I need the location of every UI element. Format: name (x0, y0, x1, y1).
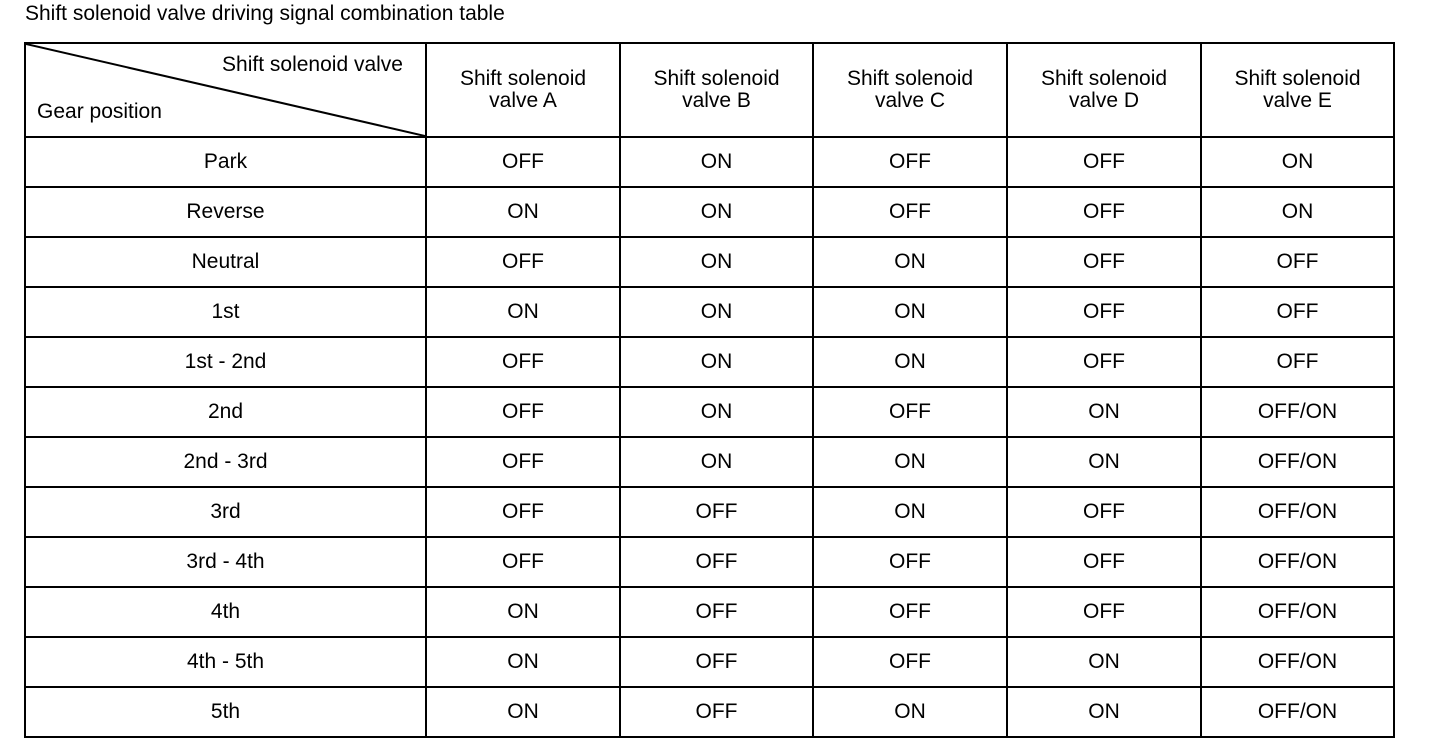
valve-state-cell: ON (426, 587, 620, 637)
valve-state-cell: OFF (426, 387, 620, 437)
gear-position-cell: 2nd - 3rd (25, 437, 426, 487)
valve-state-cell: ON (620, 387, 813, 437)
valve-state-cell: OFF (813, 587, 1007, 637)
table-row (25, 237, 1394, 287)
valve-state-cell: OFF (620, 687, 813, 737)
valve-state-cell: OFF/ON (1201, 587, 1394, 637)
valve-state-cell: OFF/ON (1201, 437, 1394, 487)
valve-state-cell: OFF (1201, 337, 1394, 387)
column-header-line1: Shift solenoid (846, 67, 974, 90)
valve-state-cell: OFF (813, 187, 1007, 237)
gear-position-cell: 1st (25, 287, 426, 337)
valve-state-cell: OFF/ON (1201, 537, 1394, 587)
valve-state-cell: OFF (1201, 237, 1394, 287)
valve-state-cell: ON (813, 287, 1007, 337)
valve-state-cell: OFF (426, 537, 620, 587)
table-row (25, 387, 1394, 437)
valve-state-cell: ON (813, 687, 1007, 737)
column-axis-label: Shift solenoid valve (222, 53, 403, 76)
valve-state-cell: OFF (1201, 287, 1394, 337)
valve-state-cell: OFF (426, 337, 620, 387)
column-header-valve-a (426, 43, 620, 137)
gear-position-cell: 5th (25, 687, 426, 737)
column-header-line1: Shift solenoid (1234, 67, 1361, 90)
valve-state-cell: OFF (620, 637, 813, 687)
valve-state-cell: ON (620, 437, 813, 487)
column-header-line1: Shift solenoid (1040, 67, 1168, 90)
valve-state-cell: ON (426, 187, 620, 237)
solenoid-combination-table (24, 42, 1395, 738)
column-header-line2: valve E (1263, 89, 1332, 112)
table-row (25, 137, 1394, 187)
valve-state-cell: OFF (813, 387, 1007, 437)
valve-state-cell: OFF (620, 487, 813, 537)
gear-position-cell: 2nd (25, 387, 426, 437)
corner-header-cell (25, 43, 426, 137)
valve-state-cell: ON (1201, 187, 1394, 237)
row-axis-label: Gear position (37, 100, 162, 123)
table-row (25, 187, 1394, 237)
valve-state-cell: OFF/ON (1201, 687, 1394, 737)
valve-state-cell: ON (813, 437, 1007, 487)
valve-state-cell: OFF (1007, 337, 1201, 387)
gear-position-cell: Reverse (25, 187, 426, 237)
column-header-valve-c (813, 43, 1007, 137)
valve-state-cell: OFF (426, 237, 620, 287)
valve-state-cell: OFF (813, 137, 1007, 187)
table-row (25, 637, 1394, 687)
valve-state-cell: ON (1007, 687, 1201, 737)
valve-state-cell: ON (426, 687, 620, 737)
valve-state-cell: ON (1201, 137, 1394, 187)
valve-state-cell: ON (426, 637, 620, 687)
valve-state-cell: OFF (426, 137, 620, 187)
valve-state-cell: ON (813, 487, 1007, 537)
column-header-line2: valve A (489, 89, 557, 112)
valve-state-cell: ON (620, 237, 813, 287)
valve-state-cell: OFF (620, 587, 813, 637)
valve-state-cell: OFF (1007, 537, 1201, 587)
valve-state-cell: ON (426, 287, 620, 337)
gear-position-cell: Park (25, 137, 426, 187)
column-header-line1: Shift solenoid (653, 67, 780, 90)
valve-state-cell: OFF (1007, 287, 1201, 337)
gear-position-cell: 4th (25, 587, 426, 637)
valve-state-cell: ON (620, 287, 813, 337)
valve-state-cell: ON (1007, 637, 1201, 687)
valve-state-cell: OFF (620, 537, 813, 587)
table-row (25, 337, 1394, 387)
valve-state-cell: OFF (1007, 587, 1201, 637)
valve-state-cell: OFF (426, 487, 620, 537)
column-header-line1: Shift solenoid (459, 67, 587, 90)
valve-state-cell: OFF (1007, 237, 1201, 287)
valve-state-cell: ON (1007, 387, 1201, 437)
valve-state-cell: ON (620, 137, 813, 187)
valve-state-cell: OFF/ON (1201, 487, 1394, 537)
valve-state-cell: OFF/ON (1201, 387, 1394, 437)
header-row (25, 43, 1394, 137)
valve-state-cell: OFF (1007, 137, 1201, 187)
table-row (25, 537, 1394, 587)
column-header-line2: valve C (874, 89, 946, 112)
table-row (25, 587, 1394, 637)
column-header-valve-b (620, 43, 813, 137)
table-row (25, 287, 1394, 337)
column-header-valve-d (1007, 43, 1201, 137)
valve-state-cell: ON (813, 237, 1007, 287)
valve-state-cell: ON (813, 337, 1007, 387)
valve-state-cell: OFF (813, 637, 1007, 687)
gear-position-cell: 1st - 2nd (25, 337, 426, 387)
valve-state-cell: ON (620, 187, 813, 237)
valve-state-cell: OFF (1007, 187, 1201, 237)
valve-state-cell: OFF (1007, 487, 1201, 537)
gear-position-cell: 3rd - 4th (25, 537, 426, 587)
valve-state-cell: OFF (813, 537, 1007, 587)
valve-state-cell: ON (620, 337, 813, 387)
table-row (25, 687, 1394, 737)
column-header-line2: valve B (682, 89, 751, 112)
column-header-valve-e (1201, 43, 1394, 137)
valve-state-cell: OFF/ON (1201, 637, 1394, 687)
gear-position-cell: 4th - 5th (25, 637, 426, 687)
table-row (25, 437, 1394, 487)
column-header-line2: valve D (1068, 89, 1140, 112)
valve-state-cell: ON (1007, 437, 1201, 487)
valve-state-cell: OFF (426, 437, 620, 487)
gear-position-cell: Neutral (25, 237, 426, 287)
gear-position-cell: 3rd (25, 487, 426, 537)
table-title: Shift solenoid valve driving signal combination table (25, 2, 505, 25)
table-row (25, 487, 1394, 537)
